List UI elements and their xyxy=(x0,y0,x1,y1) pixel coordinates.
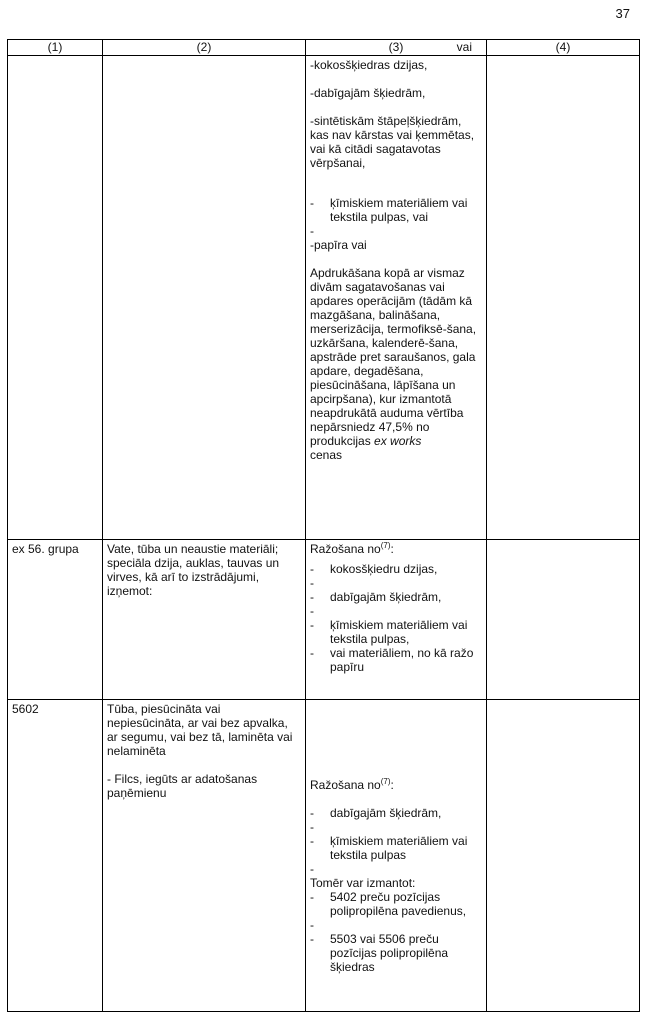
description: Tūba, piesūcināta vai nepiesūcināta, ar vai bez apvalka, ar segumu, vai bez tā, laminēta vai nelaminēta xyxy=(107,702,293,758)
list-item: - vai materiāliem, no kā ražo papīru xyxy=(310,646,474,674)
cell-description xyxy=(103,56,306,540)
header-vai: vai xyxy=(456,40,472,54)
printing-rule-end: cenas xyxy=(310,448,343,462)
made-from: Ražošana $no^{(7)}$: xyxy=(310,777,394,792)
list-item: - 5503 vai 5506 preču pozīcijas polipropilēna šķiedras xyxy=(310,932,449,974)
cell-description: Vate, tūba un neaustie materiāli; speciāla dzija, auklas, tauvas un virves, kā arī to izstrādājumi, izņemot: xyxy=(103,540,306,700)
header-col-4: (4) xyxy=(487,40,640,56)
dash-line: - xyxy=(310,224,314,238)
header-col-3-label: (3) xyxy=(388,40,404,54)
header-col-1: (1) xyxy=(8,40,103,56)
table-row-continued xyxy=(8,56,640,540)
cell-alt-rule xyxy=(487,56,640,540)
footnote-ref: (7) xyxy=(380,777,391,786)
printing-rule: Apdrukāšana kopā ar vismaz divām sagatavošanas vai apdares operācijām (tādām kā mazgāšana, balināšana, merserizācija, termofiksē-šana, uzkāršana, kalenderē-šana, apstrāde pret saraušanos, gala apdare, degadēšana, piesūcināšana, lāpīšana un apcirpšana), kur izmantotā neapdrukātā auduma vērtība nepārsniedz 47,5% no produkcijas ex works xyxy=(310,266,477,448)
table-row-5602 xyxy=(8,700,640,1012)
header-col-3 xyxy=(306,40,487,56)
dash-line: - xyxy=(310,918,314,932)
list-item: -papīra vai xyxy=(310,238,367,252)
list-item: - ķīmiskiem materiāliem vai tekstila pulpas, vai xyxy=(310,196,468,224)
made-from: Ražošana $no^{(7)}$: xyxy=(310,541,394,556)
table-row-56 xyxy=(8,540,640,700)
page-number: 37 xyxy=(615,6,630,21)
list-item: - dabīgajām šķiedrām, xyxy=(310,806,442,820)
cell-rule xyxy=(306,56,487,540)
cell-rule xyxy=(306,700,487,1012)
list-item: -kokosšķiedras dzijas, xyxy=(310,58,428,72)
cell-code xyxy=(8,56,103,540)
cell-alt-rule xyxy=(487,700,640,1012)
dash-line: - xyxy=(310,820,314,834)
cell-code: 5602 xyxy=(8,700,103,1012)
footnote-ref: (7) xyxy=(380,541,391,550)
however: Tomēr var izmantot: xyxy=(310,876,416,890)
list-item: - ķīmiskiem materiāliem vai tekstila pulpas, xyxy=(310,618,468,646)
list-item: - 5402 preču pozīcijas polipropilēna pavedienus, xyxy=(310,890,467,918)
dash-line: - xyxy=(310,576,314,590)
list-item: -dabīgajām šķiedrām, xyxy=(310,86,426,100)
header-col-2: (2) xyxy=(103,40,306,56)
list-item: -sintētiskām štāpeļšķiedrām, kas nav kārstas vai ķemmētas, vai kā citādi sagatavotas vērpšanai, xyxy=(310,114,475,170)
cell-description xyxy=(103,700,306,1012)
dash-line: - xyxy=(310,862,314,876)
list-item: - dabīgajām šķiedrām, xyxy=(310,590,442,604)
cell-alt-rule xyxy=(487,540,640,700)
list-item: - ķīmiskiem materiāliem vai tekstila pulpas xyxy=(310,834,468,862)
dash-line: - xyxy=(310,604,314,618)
sub-description: - Filcs, iegūts ar adatošanas paņēmienu xyxy=(107,772,258,800)
cell-code: ex 56. grupa xyxy=(8,540,103,700)
cell-rule xyxy=(306,540,487,700)
rules-table xyxy=(7,39,640,1012)
header-row xyxy=(8,40,640,56)
list-item: - kokosšķiedru dzijas, xyxy=(310,562,438,576)
